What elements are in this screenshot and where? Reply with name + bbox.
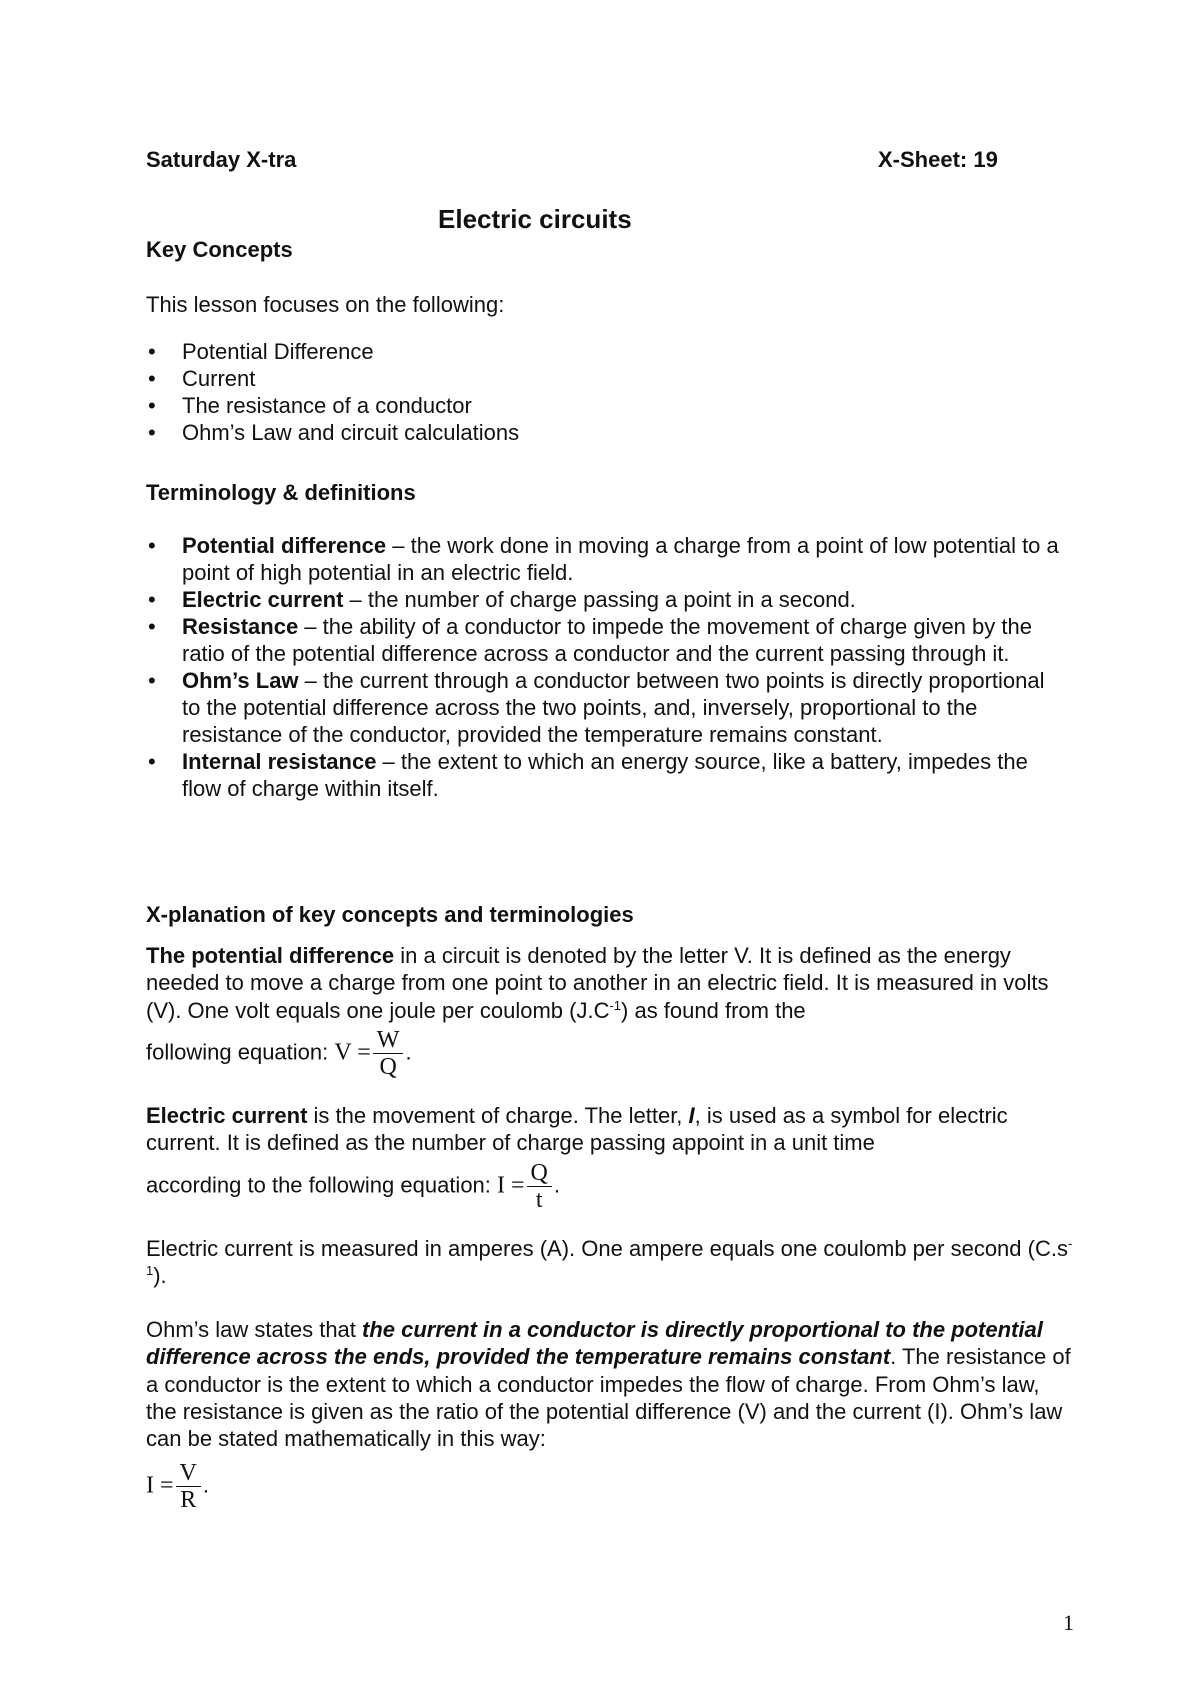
explanation-heading: X-planation of key concepts and terminologies: [146, 902, 634, 927]
current-equation-fraction: [527, 1160, 552, 1213]
list-item: • Current: [146, 365, 1046, 392]
potential-difference-paragraph: [146, 942, 1076, 1024]
key-concepts-heading: Key Concepts: [146, 237, 293, 262]
pd-term: The potential difference: [146, 943, 395, 968]
definition-item: [146, 613, 1066, 667]
current-term: Electric current: [146, 1103, 308, 1128]
ohm-equation-lhs: I =: [146, 1472, 174, 1499]
current-text: is the movement of charge. The letter,: [307, 1103, 689, 1128]
current-units-superscript: -1: [146, 1236, 1073, 1279]
current-paragraph: [146, 1102, 1076, 1157]
current-units-paragraph: [146, 1235, 1076, 1290]
definition-term: Internal resistance: [182, 749, 377, 774]
fraction-denominator: Q: [379, 1054, 397, 1080]
ohm-text-end: . The resistance of a conductor is the extent to which a conductor impedes the flow of charge. From Ohm’s law, the resistance is given as the ratio of the potential difference (V) and the current (I). Ohm’s law can be stated mathematically in this way:: [146, 1344, 1071, 1452]
fraction-numerator: W: [373, 1027, 404, 1054]
header-left: Saturday X-tra: [146, 147, 297, 172]
pd-equation-line: [146, 1027, 412, 1080]
key-concepts-list: [146, 338, 1046, 446]
pd-equation-lhs: V =: [334, 1039, 371, 1066]
fraction-numerator: Q: [527, 1160, 552, 1187]
equation-period: .: [202, 1472, 209, 1498]
pd-equation-lead: following equation:: [146, 1039, 335, 1065]
pd-equation-fraction: [373, 1027, 404, 1080]
list-item: • Potential Difference: [146, 338, 1046, 365]
definition-term: Electric current: [182, 587, 344, 612]
definition-text: – the number of charge passing a point in a second.: [343, 587, 856, 612]
current-units-end: ).: [153, 1263, 167, 1289]
definition-item: [146, 532, 1066, 586]
definition-text: – the work done in moving a charge from a point of low potential to a point of high potential in an electric field.: [182, 533, 1059, 585]
key-concepts-intro: This lesson focuses on the following:: [146, 292, 505, 317]
list-item: • The resistance of a conductor: [146, 392, 1046, 419]
fraction-denominator: t: [535, 1187, 543, 1213]
current-text-end: , is used as a symbol for electric current. It is defined as the number of charge passing appoint in a unit time: [146, 1103, 1008, 1156]
definition-text: – the current through a conductor between two points is directly proportional to the potential difference across the two points, and, inversely, proportional to the resistance of the conductor, provided the temperature remains constant.: [182, 668, 1045, 747]
definition-item: [146, 667, 1066, 748]
definition-text: – the extent to which an energy source, like a battery, impedes the flow of charge within itself.: [182, 749, 1028, 801]
header-right: X-Sheet: 19: [878, 147, 998, 172]
list-item: • Ohm’s Law and circuit calculations: [146, 419, 1046, 446]
definition-item: [146, 748, 1066, 802]
pd-text: in a circuit is denoted by the letter V. It is defined as the energy needed to move a charge from one point to another in an electric field. It is measured in volts (V). One volt equals one joule per coulomb (J.C: [146, 943, 1049, 1023]
page-title: Electric circuits: [438, 204, 632, 234]
pd-text-end: ) as found from the: [621, 997, 806, 1023]
fraction-numerator: V: [176, 1460, 201, 1487]
ohm-text: Ohm’s law states that: [146, 1317, 363, 1342]
ohm-equation-fraction: [176, 1460, 201, 1513]
current-units-text: Electric current is measured in amperes (A). One ampere equals one coulomb per second (C.s: [146, 1236, 1068, 1261]
definition-term: Potential difference: [182, 533, 387, 558]
ohm-equation-line: [146, 1460, 209, 1513]
definition-text: – the ability of a conductor to impede the movement of charge given by the ratio of the potential difference across a conductor and the current passing through it.: [182, 614, 1032, 666]
equation-period: .: [553, 1172, 561, 1198]
current-symbol: I: [688, 1103, 695, 1128]
definition-term: Ohm’s Law: [182, 668, 299, 693]
terminology-heading: Terminology & definitions: [146, 480, 416, 505]
ohms-law-paragraph: [146, 1316, 1076, 1452]
definition-item: [146, 586, 1066, 613]
pd-superscript: -1: [609, 997, 622, 1013]
definition-term: Resistance: [182, 614, 299, 639]
current-equation-lhs: I =: [497, 1172, 525, 1199]
current-equation-line: [146, 1160, 560, 1213]
ohm-emphasis: the current in a conductor is directly proportional to the potential difference across the ends, provided the temperature remains constant: [146, 1317, 1043, 1370]
current-equation-lead: according to the following equation:: [146, 1172, 498, 1198]
fraction-denominator: R: [180, 1487, 197, 1513]
page-number: 1: [1063, 1610, 1074, 1635]
equation-period: .: [405, 1039, 412, 1065]
terminology-list: [146, 532, 1066, 802]
